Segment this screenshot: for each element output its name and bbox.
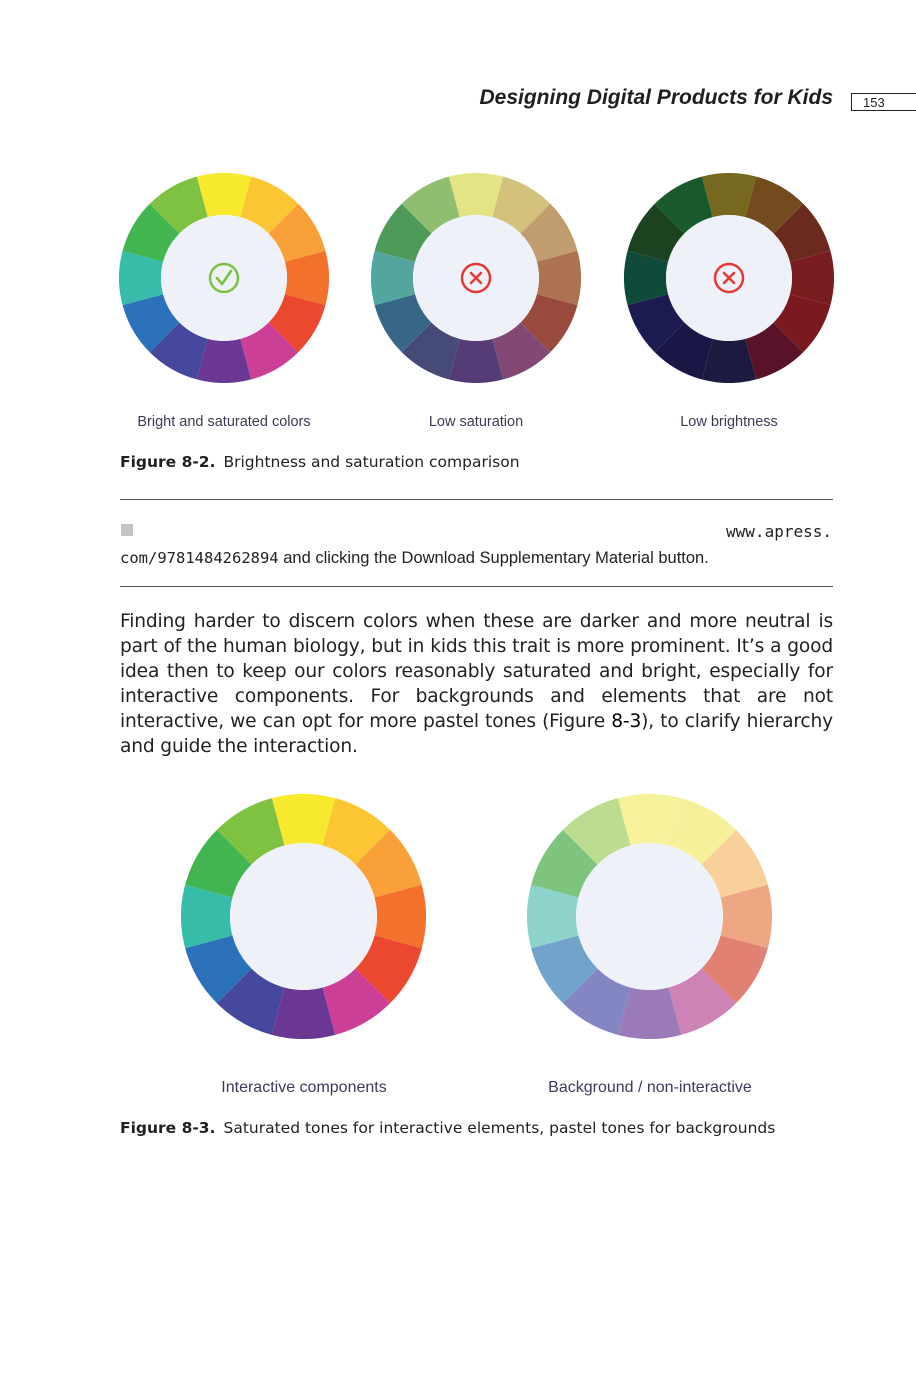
color-wheel-background xyxy=(527,794,772,1039)
wheel-center xyxy=(161,215,287,341)
wheel-caption-background: Background / non-interactive xyxy=(548,1079,752,1096)
figure-caption-8-2 xyxy=(120,453,520,471)
color-wheel-low-saturation xyxy=(371,173,581,383)
figure-label: Figure 8-2. xyxy=(120,453,216,471)
note-url-continuation: com/9781484262894 xyxy=(120,549,279,567)
figure-reference-link[interactable]: 8-3 xyxy=(611,711,642,732)
note-text-body: and clicking the Download Supplementary Material button. xyxy=(278,549,709,567)
paragraph-text-after: ), to clarify hierarchy and guide the interaction. xyxy=(120,711,833,757)
wheel-caption-low-saturation: Low saturation xyxy=(428,414,524,430)
figure-caption-text: Saturated tones for interactive elements, pastel tones for backgrounds xyxy=(223,1119,776,1137)
color-wheel-bright-saturated xyxy=(119,173,329,383)
color-wheel-low-brightness xyxy=(624,173,834,383)
figure-caption-text: Brightness and saturation comparison xyxy=(223,453,520,471)
wheel-center xyxy=(576,843,723,990)
figure-caption-8-3 xyxy=(120,1119,775,1137)
color-wheel-svg xyxy=(119,173,329,383)
body-paragraph xyxy=(120,609,833,759)
color-wheel-svg xyxy=(527,794,772,1039)
page-number: 153 xyxy=(851,93,916,111)
wheel-caption-interactive: Interactive components xyxy=(221,1079,387,1096)
color-wheel-interactive xyxy=(181,794,426,1039)
note-url-fragment: www.apress. xyxy=(726,522,832,541)
figure-label: Figure 8-3. xyxy=(120,1119,216,1137)
note-bottom-rule xyxy=(120,586,833,587)
note-square-icon xyxy=(121,524,133,536)
running-header-title: Designing Digital Products for Kids xyxy=(479,86,833,109)
color-wheel-svg xyxy=(181,794,426,1039)
paragraph-text-before: Finding harder to discern colors when these are darker and more neutral is part of the human biology, but in kids this trait is more prominent. It’s a good idea then to keep our colors reasonably saturated and bright, especially for interactive components. For backgrounds and elements that are not interactive, we can opt for more pastel tones (Figure xyxy=(120,611,833,732)
note-top-rule xyxy=(120,499,833,500)
wheel-center xyxy=(230,843,377,990)
color-wheel-svg xyxy=(371,173,581,383)
color-wheel-svg xyxy=(624,173,834,383)
note-text xyxy=(120,549,709,568)
wheel-caption-bright: Bright and saturated colors xyxy=(137,414,311,430)
wheel-caption-low-brightness: Low brightness xyxy=(680,414,778,430)
